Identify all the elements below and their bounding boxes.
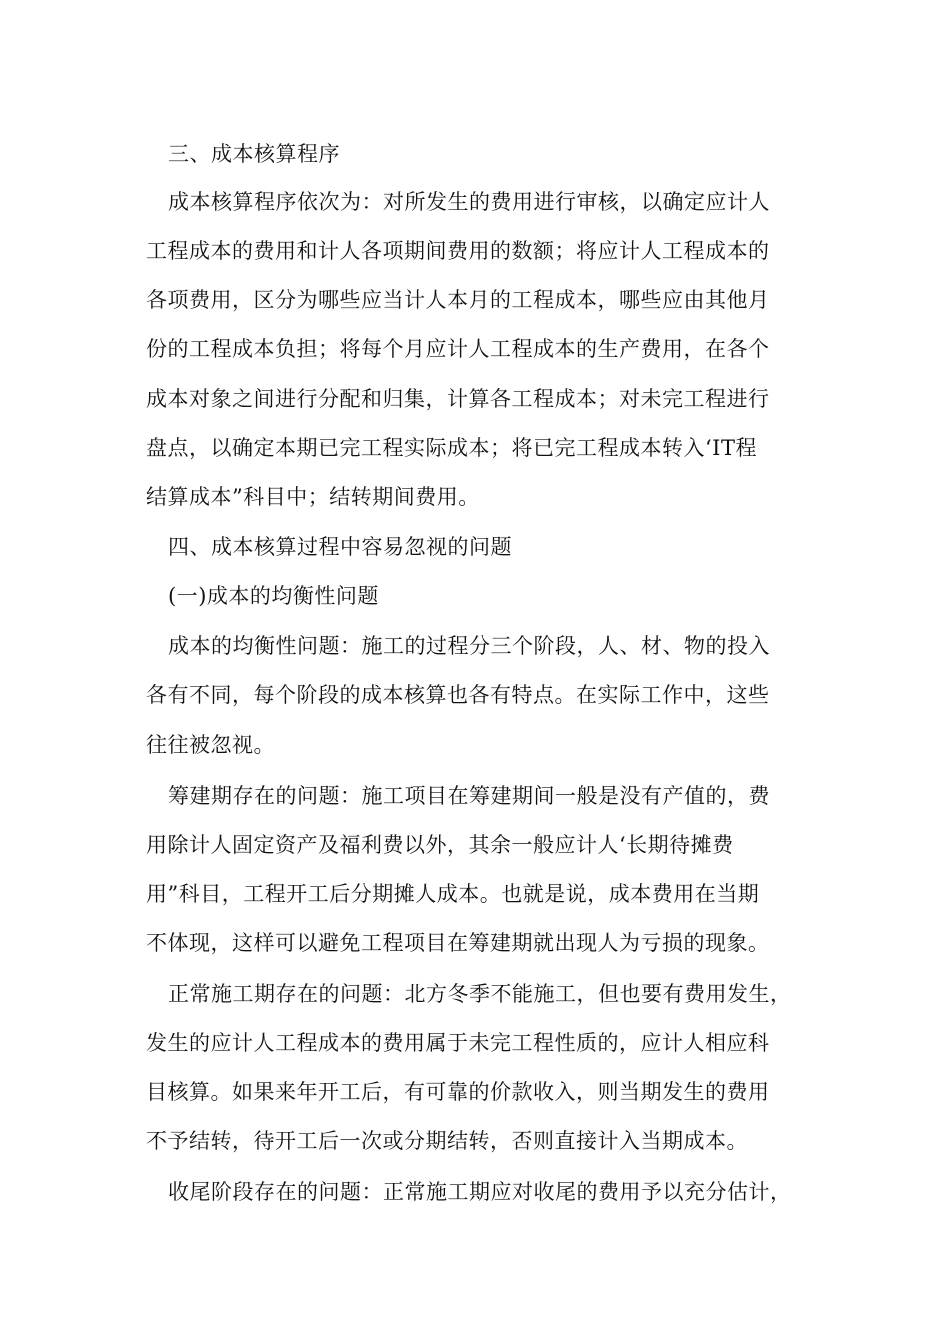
paragraph-line: 不体现，这样可以避免工程项目在筹建期就出现人为亏损的现象。: [146, 931, 770, 955]
paragraph-line: 用除计人固定资产及福利费以外，其余一般应计人‘长期待摊费: [146, 833, 734, 857]
paragraph-line: 份的工程成本负担；将每个月应计人工程成本的生产费用，在各个: [146, 337, 770, 361]
paragraph-line: 目核算。如果来年开工后，有可靠的价款收入，则当期发生的费用: [146, 1080, 770, 1104]
subsection-heading-1: (一)成本的均衡性问题: [168, 584, 379, 608]
section-heading-3: 三、成本核算程序: [168, 142, 340, 166]
paragraph-line: 盘点，以确定本期已完工程实际成本；将已完工程成本转入‘IT程: [146, 436, 757, 460]
paragraph-line: 筹建期存在的问题：施工项目在筹建期间一般是没有产值的，费: [168, 784, 770, 808]
paragraph-line: 往往被忽视。: [146, 733, 275, 757]
paragraph-line: 成本的均衡性问题：施工的过程分三个阶段，人、材、物的投入: [168, 634, 770, 658]
paragraph-line: 工程成本的费用和计人各项期间费用的数额；将应计人工程成本的: [146, 239, 770, 263]
paragraph-line: 收尾阶段存在的问题：正常施工期应对收尾的费用予以充分估计，: [168, 1180, 792, 1204]
paragraph-line: 正常施工期存在的问题：北方冬季不能施工，但也要有费用发生，: [168, 982, 792, 1006]
paragraph-line: 结算成本”科目中；结转期间费用。: [146, 485, 480, 509]
section-heading-4: 四、成本核算过程中容易忽视的问题: [168, 535, 512, 559]
paragraph-line: 各有不同，每个阶段的成本核算也各有特点。在实际工作中，这些: [146, 683, 770, 707]
paragraph-line: 用”科目，工程开工后分期摊人成本。也就是说，成本费用在当期: [146, 882, 760, 906]
paragraph-line: 成本对象之间进行分配和归集，计算各工程成本；对未完工程进行: [146, 387, 770, 411]
paragraph-line: 不予结转，待开工后一次或分期结转，否则直接计入当期成本。: [146, 1129, 748, 1153]
paragraph-line: 各项费用，区分为哪些应当计人本月的工程成本，哪些应由其他月: [146, 288, 770, 312]
paragraph-line: 成本核算程序依次为：对所发生的费用进行审核，以确定应计人: [168, 190, 770, 214]
paragraph-line: 发生的应计人工程成本的费用属于未完工程性质的，应计人相应科: [146, 1031, 770, 1055]
